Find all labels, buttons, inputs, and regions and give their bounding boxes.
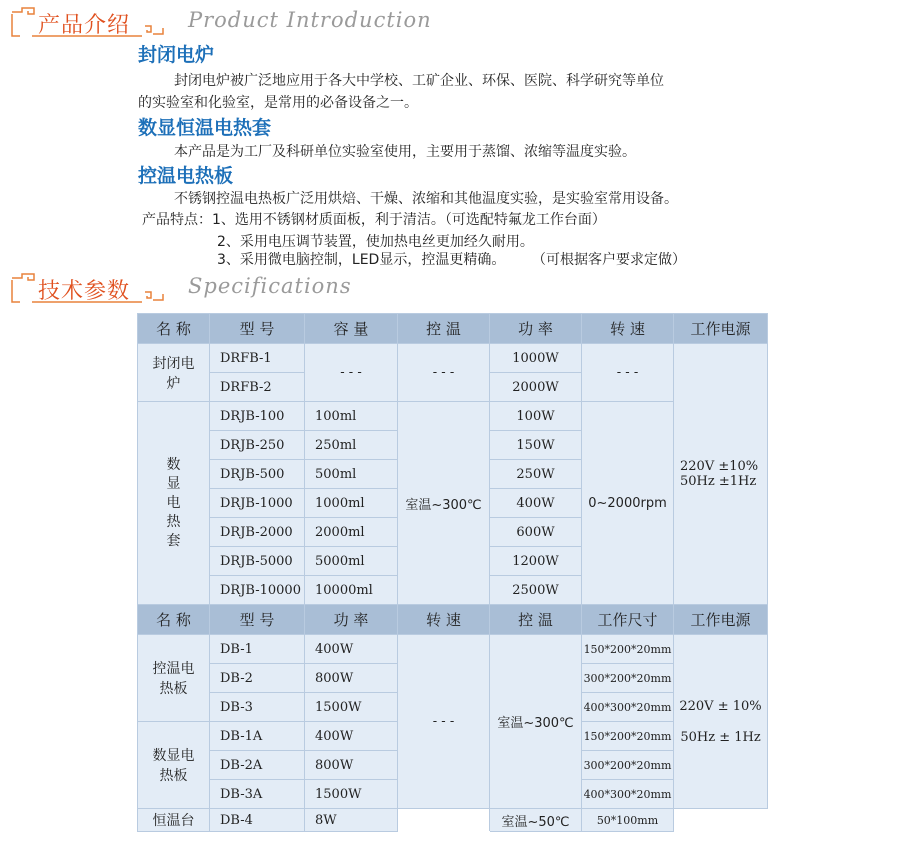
model-cell: DB-1 [210,635,305,664]
section-subtitle: Product Introduction [188,8,432,32]
product-title-hotplate: 控温电热板 [138,165,234,187]
section-title: 产品介绍 [38,13,131,38]
header-cell: 工作电源 [674,314,768,344]
power-cell: 800W [305,664,398,693]
size-cell: 400*300*20mm [582,693,674,722]
model-cell: DRJB-10000 [210,576,305,605]
power-cell: 600W [490,518,582,547]
header-cell: 控 温 [490,605,582,635]
model-cell: DRFB-2 [210,373,305,402]
power-supply-frequency: 50Hz ±1Hz [680,474,757,489]
table-row [138,344,768,373]
size-cell: 150*200*20mm [582,722,674,751]
section-subtitle: Specifications [188,274,352,298]
speed-cell: - - - [398,635,490,809]
capacity-cell: 250ml [305,431,398,460]
model-cell: DRJB-250 [210,431,305,460]
power-supply-cell-empty [674,809,768,832]
power-cell: 1000W [490,344,582,373]
header-cell: 转 速 [398,605,490,635]
control-cell: - - - [398,344,490,402]
model-cell: DRJB-2000 [210,518,305,547]
product-feature-line: 3、采用微电脑控制，LED显示，控温更精确。 （可根据客户要求定做） [217,252,687,268]
speed-cell: - - - [582,344,674,402]
group-name-thermostat-stage: 恒温台 [138,809,210,832]
speed-cell-empty [398,809,490,832]
header-cell: 功 率 [305,605,398,635]
power-cell: 400W [305,635,398,664]
model-cell: DB-2 [210,664,305,693]
power-supply-cell [674,344,768,605]
header-cell: 控 温 [398,314,490,344]
size-cell: 400*300*20mm [582,780,674,809]
power-cell: 400W [490,489,582,518]
header-cell: 功 率 [490,314,582,344]
table-row [138,402,768,431]
group-name-digital-hotplate: 数显电热板 [138,722,210,809]
header-cell: 转 速 [582,314,674,344]
product-desc-line: 封闭电炉被广泛地应用于各大中学校、工矿企业、环保、医院、科学研究等单位 [174,73,664,89]
model-cell: DB-2A [210,751,305,780]
model-cell: DRJB-100 [210,402,305,431]
product-desc-line: 的实验室和化验室，是常用的必备设备之一。 [138,95,418,111]
header-cell: 名 称 [138,605,210,635]
power-cell: 2000W [490,373,582,402]
model-cell: DRJB-1000 [210,489,305,518]
control-cell: 室温~300℃ [490,635,582,809]
table-row [138,635,768,664]
model-cell: DB-3A [210,780,305,809]
size-cell: 300*200*20mm [582,664,674,693]
power-supply-voltage: 220V ± 10% [679,698,762,714]
header-cell: 名 称 [138,314,210,344]
header-cell: 型 号 [210,605,305,635]
table-header-row [138,605,768,635]
section-title: 技术参数 [38,279,131,304]
capacity-cell: 5000ml [305,547,398,576]
product-feature-line: 产品特点：1、选用不锈钢材质面板，利于清洁。（可选配特氟龙工作台面） [142,212,606,228]
group-name-mantle: 数显电热套 [138,402,210,605]
group-name-hotplate: 控温电热板 [138,635,210,722]
capacity-cell: - - - [305,344,398,402]
power-cell: 1500W [305,780,398,809]
power-cell: 250W [490,460,582,489]
product-title-mantle: 数显恒温电热套 [138,117,272,139]
power-cell: 800W [305,751,398,780]
product-desc-line: 本产品是为工厂及科研单位实验室使用，主要用于蒸馏、浓缩等温度实验。 [174,144,636,160]
size-cell: 300*200*20mm [582,751,674,780]
product-feature-line: 2、采用电压调节装置，使加热电丝更加经久耐用。 [217,234,534,250]
size-cell: 50*100mm [582,809,674,832]
capacity-cell: 1000ml [305,489,398,518]
header-cell: 容 量 [305,314,398,344]
specs-table [137,313,767,832]
model-cell: DB-3 [210,693,305,722]
model-cell: DB-1A [210,722,305,751]
speed-cell: 0~2000rpm [582,402,674,605]
capacity-cell: 2000ml [305,518,398,547]
capacity-cell: 500ml [305,460,398,489]
power-supply-frequency: 50Hz ± 1Hz [680,729,761,745]
model-cell: DRJB-500 [210,460,305,489]
table-header-row [138,314,768,344]
power-cell: 8W [305,809,398,832]
control-cell: 室温~300℃ [398,402,490,605]
model-cell: DRJB-5000 [210,547,305,576]
header-cell: 工作尺寸 [582,605,674,635]
power-cell: 1200W [490,547,582,576]
header-cell: 型 号 [210,314,305,344]
capacity-cell: 100ml [305,402,398,431]
table-row [138,809,768,832]
power-cell: 1500W [305,693,398,722]
product-title-furnace: 封闭电炉 [138,44,215,66]
control-cell: 室温~50℃ [490,809,582,832]
power-supply-cell [674,635,768,809]
power-supply-voltage: 220V ±10% [680,459,759,474]
power-cell: 2500W [490,576,582,605]
power-cell: 150W [490,431,582,460]
header-cell: 工作电源 [674,605,768,635]
size-cell: 150*200*20mm [582,635,674,664]
group-name-furnace: 封闭电炉 [138,344,210,402]
capacity-cell: 10000ml [305,576,398,605]
product-desc-line: 不锈钢控温电热板广泛用烘焙、干燥、浓缩和其他温度实验，是实验室常用设备。 [174,191,678,207]
power-cell: 400W [305,722,398,751]
model-cell: DRFB-1 [210,344,305,373]
model-cell: DB-4 [210,809,305,832]
power-cell: 100W [490,402,582,431]
